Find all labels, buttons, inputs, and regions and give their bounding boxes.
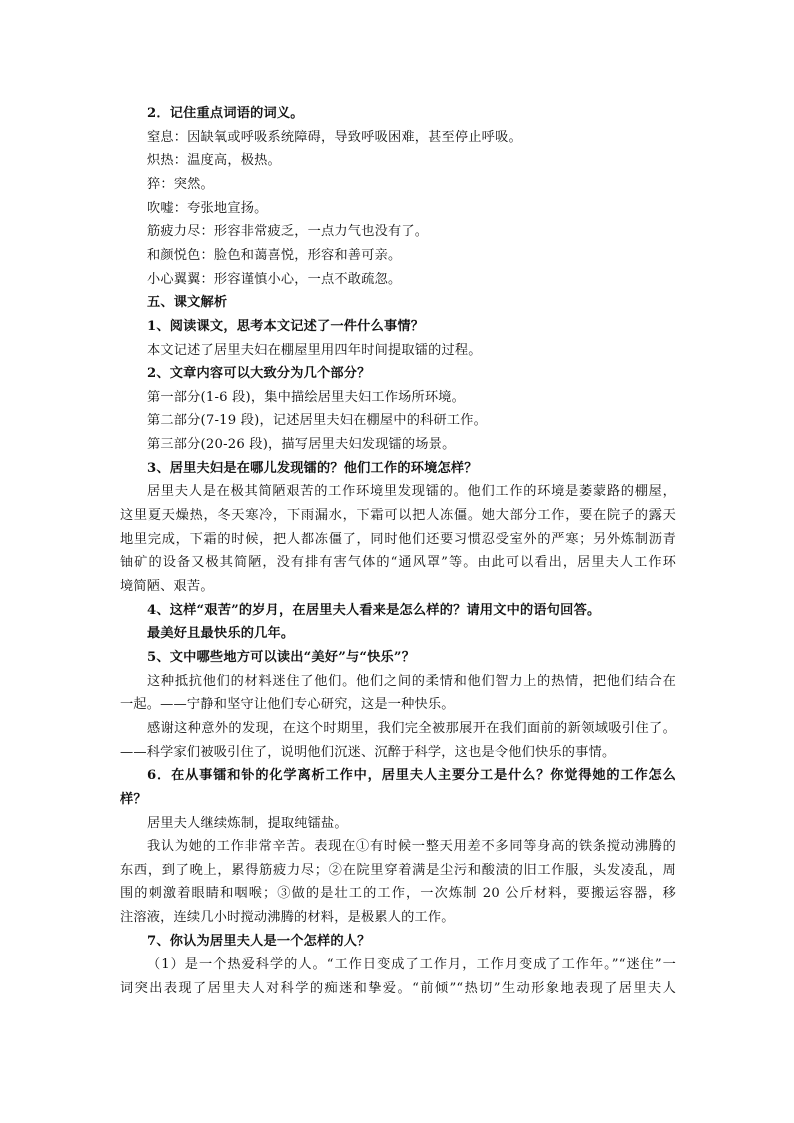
text-line: 猝：突然。 [147, 176, 214, 192]
text-line: ——科学家们被吸引住了，说明他们沉迷、沉醉于科学，这也是令他们快乐的事情。 [120, 744, 616, 760]
heading-line: 4、这样“艰苦”的岁月，在居里夫人看来是怎么样的？请用文中的语句回答。 [147, 602, 601, 618]
text-line: 我认为她的工作非常辛苦。表现在①有时候一整天用差不多同等身高的铁条搅动沸腾的 [147, 839, 676, 855]
text-line: 吹嘘：夸张地宣扬。 [147, 200, 268, 216]
heading-line: 2、文章内容可以大致分为几个部分？ [147, 366, 371, 382]
heading-line: 3、居里夫妇是在哪儿发现镭的？他们工作的环境怎样？ [147, 460, 478, 476]
heading-line: 2．记住重点词语的词义。 [147, 106, 304, 121]
text-line: 注溶液，连续几小时搅动沸腾的材料，是极累人的工作。 [120, 910, 455, 926]
text-line: 东西，到了晚上，累得筋疲力尽；②在院里穿着满是尘污和酸渍的旧工作服，头发凌乱，周 [120, 862, 676, 878]
heading-line: 1、阅读课文，思考本文记述了一件什么事情？ [147, 318, 425, 334]
text-line: 居里夫人继续炼制，提取纯镭盐。 [147, 815, 348, 831]
text-line: 炽热：温度高，极热。 [147, 153, 281, 169]
text-line: 这种抵抗他们的材料迷住了他们。他们之间的柔情和他们智力上的热情，把他们结合在 [147, 673, 676, 689]
text-line: 这里夏天燥热，冬天寒冷，下雨漏水，下霜可以把人冻僵。她大部分工作，要在院子的露天 [120, 508, 676, 524]
text-line: 地里完成，下霜的时候，把人都冻僵了，同时他们还要习惯忍受室外的严寒；另外炼制沥青 [120, 531, 676, 547]
heading-line: 7、你认为居里夫人是一个怎样的人？ [147, 933, 371, 949]
text-line: 第一部分(1-6 段)，集中描绘居里夫妇工作场所环境。 [147, 389, 466, 405]
text-line: 第二部分(7-19 段)，记述居里夫妇在棚屋中的科研工作。 [147, 413, 488, 429]
text-line: （1）是一个热爱科学的人。“工作日变成了工作月，工作月变成了工作年。”“迷住”一 [147, 957, 676, 973]
text-line: 和颜悦色：脸色和蔼喜悦，形容和善可亲。 [147, 247, 402, 263]
text-line: 铀矿的设备又极其简陋，没有排有害气体的“通风罩”等。由此可以看出，居里夫人工作环 [120, 555, 676, 571]
heading-line: 5、文中哪些地方可以读出“美好”与“快乐”？ [147, 649, 416, 665]
text-line: 第三部分(20-26 段)，描写居里夫妇发现镭的场景。 [147, 437, 456, 453]
text-line: 本文记述了居里夫妇在棚屋里用四年时间提取镭的过程。 [147, 342, 482, 358]
heading-line: 最美好且最快乐的几年。 [147, 626, 295, 642]
text-line: 词突出表现了居里夫人对科学的痴迷和挚爱。“前倾”“热切”生动形象地表现了居里夫人 [120, 981, 676, 997]
heading-line: 6．在从事镭和钋的化学离析工作中，居里夫人主要分工是什么？你觉得她的工作怎么 [147, 768, 676, 784]
text-line: 筋疲力尽：形容非常疲乏，一点力气也没有了。 [147, 224, 429, 240]
text-line: 感谢这种意外的发现，在这个时期里，我们完全被那展开在我们面前的新领域吸引住了。 [147, 720, 676, 736]
text-line: 围的刺激着眼睛和咽喉；③做的是壮工的工作，一次炼制 20 公斤材料，要搬运容器，移 [120, 886, 676, 902]
text-line: 一起。——宁静和坚守让他们专心研究，这是一种快乐。 [120, 697, 455, 713]
text-line: 境简陋、艰苦。 [120, 579, 214, 594]
heading-line: 五、课文解析 [147, 295, 228, 311]
text-line: 窒息：因缺氧或呼吸系统障碍，导致呼吸困难，甚至停止呼吸。 [147, 129, 522, 145]
text-line: 居里夫人是在极其简陋艰苦的工作环境里发现镭的。他们工作的环境是萎蒙路的棚屋， [147, 484, 676, 500]
text-line: 小心翼翼：形容谨慎小心，一点不敢疏忽。 [147, 271, 402, 287]
heading-line: 样？ [120, 791, 147, 807]
